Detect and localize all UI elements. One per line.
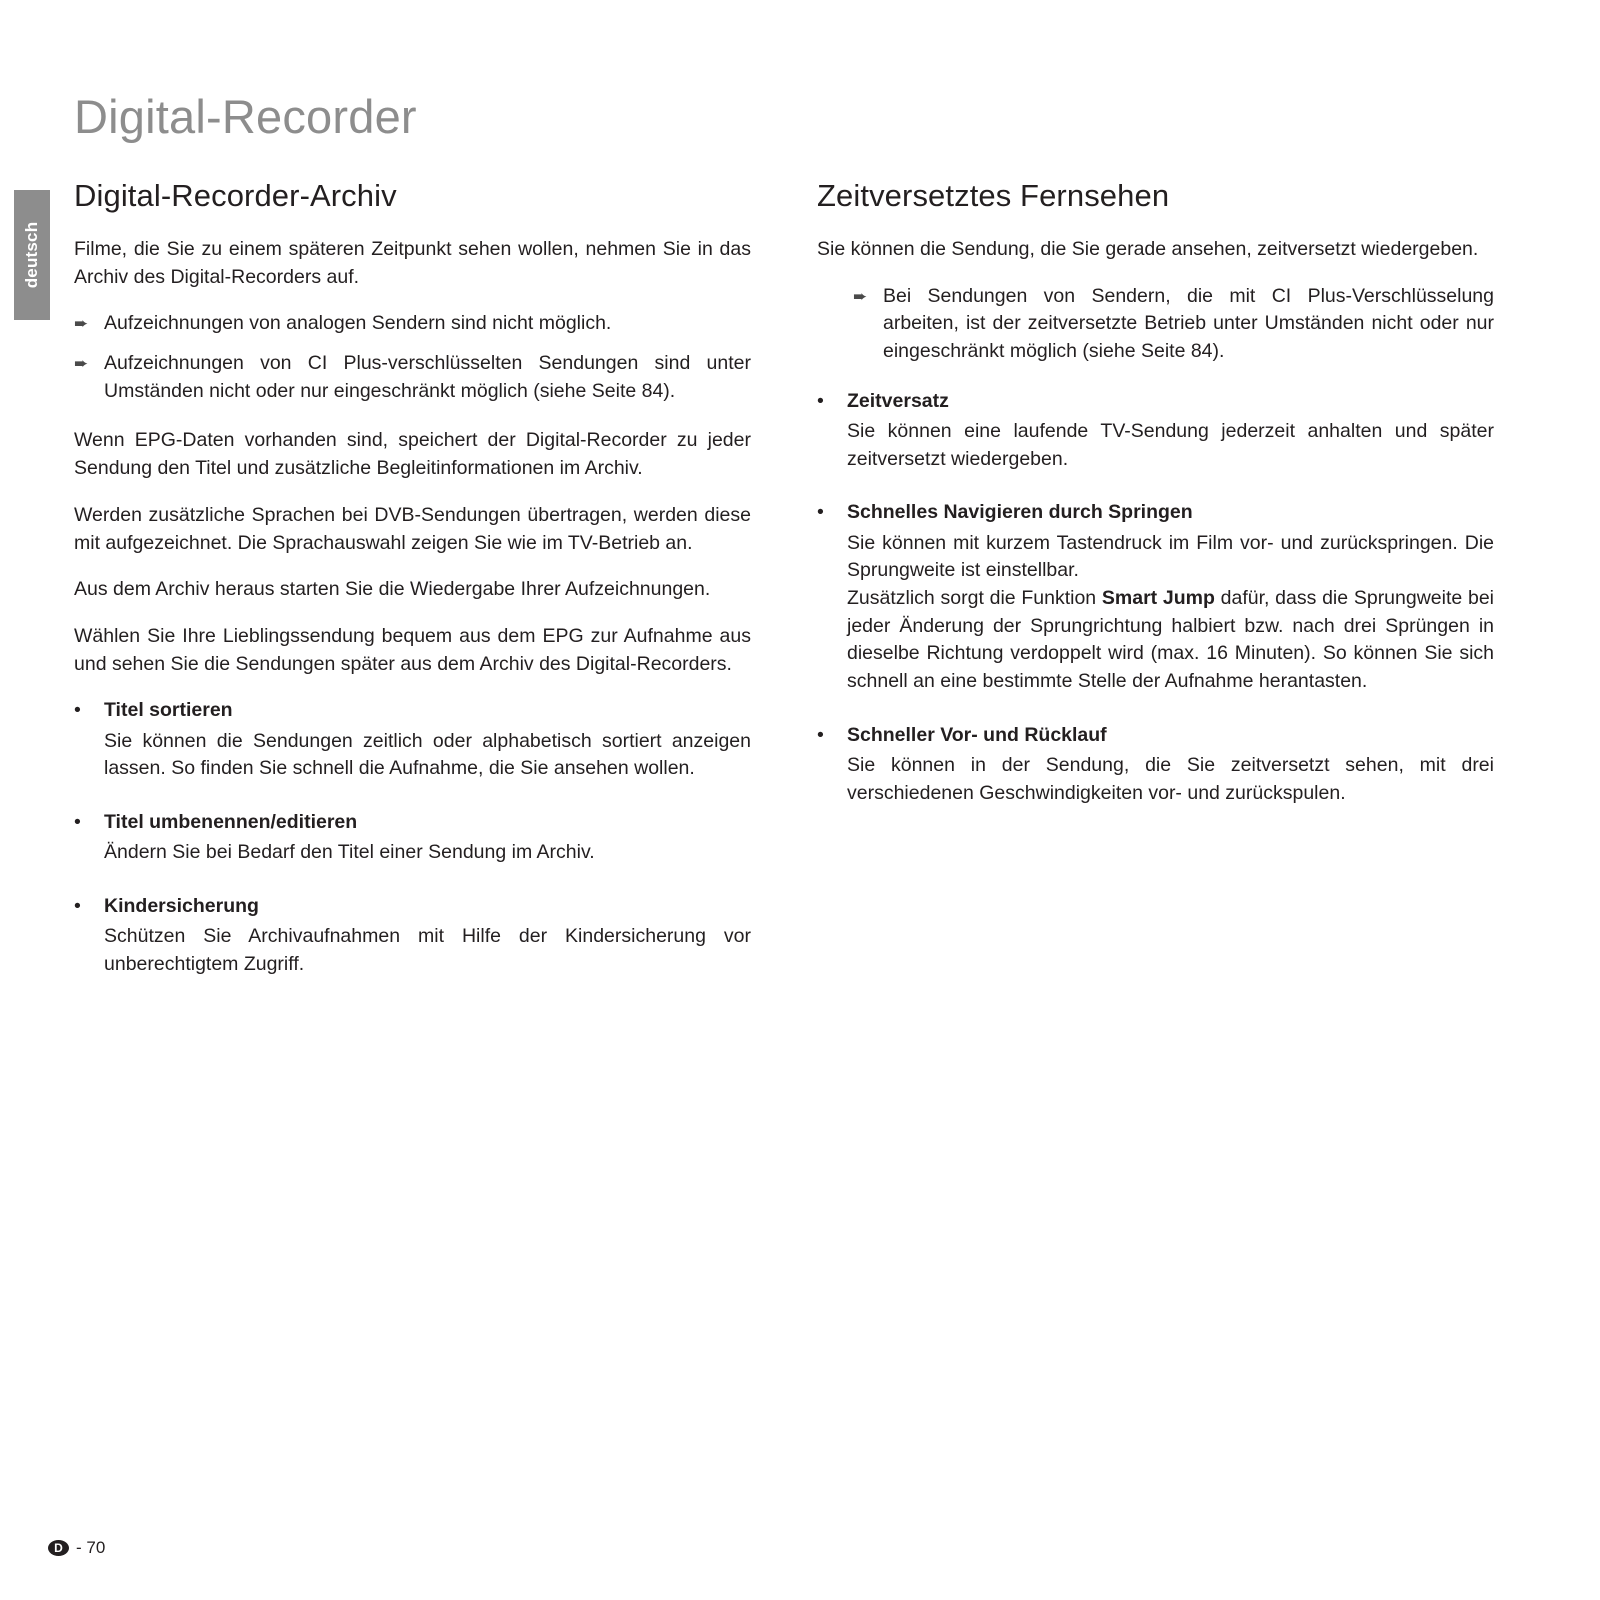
arrow-note bbox=[74, 350, 751, 405]
bullet-dot-icon: • bbox=[74, 699, 81, 722]
feature-heading-row bbox=[74, 809, 751, 836]
arrow-note bbox=[74, 310, 751, 338]
feature-heading: Titel sortieren bbox=[104, 699, 233, 722]
right-section-title: Zeitversetztes Fernsehen bbox=[817, 178, 1170, 213]
feature-item bbox=[817, 499, 1494, 695]
feature-body-line-2-pre: Zusätzlich sorgt die Funktion bbox=[847, 587, 1102, 610]
bullet-dot-icon: • bbox=[817, 723, 824, 746]
right-intro-paragraph: Sie können die Sendung, die Sie gerade ansehen, zeitversetzt wiedergeben. bbox=[817, 238, 1479, 260]
bullet-dot-icon: • bbox=[817, 389, 824, 412]
language-side-tab bbox=[14, 190, 50, 320]
feature-item bbox=[74, 893, 751, 979]
feature-body: Sie können eine laufende TV-Sendung jederzeit anhalten und später zeitversetzt wiedergeben. bbox=[847, 420, 1494, 470]
feature-heading: Kindersicherung bbox=[104, 894, 259, 917]
page-title: Digital-Recorder bbox=[74, 90, 417, 144]
feature-body-line-1: Sie können mit kurzem Tastendruck im Film vor- und zurückspringen. Die Sprungweite ist einstellbar. bbox=[847, 531, 1494, 582]
feature-item bbox=[817, 388, 1494, 474]
feature-body-line-2 bbox=[847, 587, 1494, 692]
feature-heading-row bbox=[74, 697, 751, 724]
feature-heading-row bbox=[817, 388, 1494, 415]
arrow-note bbox=[853, 283, 1494, 366]
feature-heading-row bbox=[817, 722, 1494, 749]
feature-heading: Schneller Vor- und Rücklauf bbox=[847, 723, 1107, 746]
feature-item bbox=[74, 697, 751, 783]
feature-body: Schützen Sie Archivaufnahmen mit Hilfe der Kindersicherung vor unberechtigtem Zugriff. bbox=[104, 925, 751, 975]
left-paragraph-2: Werden zusätzliche Sprachen bei DVB-Sendungen übertragen, werden diese mit aufgezeichnet. Die Sprachauswahl zeigen Sie wie im TV-Betrieb an. bbox=[74, 503, 751, 554]
feature-item bbox=[74, 809, 751, 867]
language-mark-icon: D bbox=[48, 1540, 69, 1556]
feature-body-line-2-post: dafür, dass die Sprungweite bei jeder Änderung der Sprungrichtung halbiert bzw. nach drei Sprüngen in dieselbe Richtung verdoppelt wird (max. 16 Minuten). So können Sie sich schnell an eine bestimmte Stelle der Aufnahme herantasten. bbox=[847, 587, 1494, 693]
bullet-dot-icon: • bbox=[74, 810, 81, 833]
arrow-icon: ➨ bbox=[74, 314, 89, 334]
feature-body bbox=[847, 530, 1494, 696]
left-column bbox=[74, 178, 751, 1005]
left-arrow-notes bbox=[74, 310, 751, 405]
feature-heading: Zeitversatz bbox=[847, 389, 949, 412]
arrow-icon: ➨ bbox=[853, 286, 868, 306]
smart-jump-term: Smart Jump bbox=[1101, 587, 1215, 610]
arrow-note-text: Aufzeichnungen von analogen Sendern sind nicht möglich. bbox=[104, 312, 612, 335]
feature-body: Sie können in der Sendung, die Sie zeitversetzt sehen, mit drei verschiedenen Geschwindigkeiten vor- und zurückspulen. bbox=[847, 754, 1494, 804]
arrow-note-text: Aufzeichnungen von CI Plus-verschlüsselten Sendungen sind unter Umständen nicht oder nur eingeschränkt möglich (siehe Seite 84). bbox=[104, 352, 751, 402]
arrow-note-text: Bei Sendungen von Sendern, die mit CI Plus-Verschlüsselung arbeiten, ist der zeitversetzte Betrieb unter Umständen nicht oder nur eingeschränkt möglich (siehe Seite 84). bbox=[883, 284, 1494, 363]
left-paragraph-3: Aus dem Archiv heraus starten Sie die Wiedergabe Ihrer Aufzeichnungen. bbox=[74, 578, 711, 601]
feature-heading: Titel umbenennen/editieren bbox=[104, 810, 358, 833]
right-arrow-notes bbox=[853, 283, 1494, 366]
page-number: - 70 bbox=[76, 1538, 106, 1557]
content-columns bbox=[74, 178, 1494, 1005]
left-paragraph-4: Wählen Sie Ihre Lieblingssendung bequem aus dem EPG zur Aufnahme aus und sehen Sie die Sendungen später aus dem Archiv des Digital-Recorders. bbox=[74, 624, 751, 675]
left-section-title: Digital-Recorder-Archiv bbox=[74, 178, 397, 213]
language-side-tab-label: deutsch bbox=[22, 221, 41, 289]
arrow-icon: ➨ bbox=[74, 354, 89, 374]
feature-body: Sie können die Sendungen zeitlich oder alphabetisch sortiert anzeigen lassen. So finden Sie schnell die Aufnahme, die Sie ansehen wollen. bbox=[104, 729, 751, 780]
left-paragraph-1: Wenn EPG-Daten vorhanden sind, speichert der Digital-Recorder zu jeder Sendung den Titel und zusätzliche Begleitinformationen im Archiv. bbox=[74, 429, 751, 480]
feature-heading-row bbox=[817, 499, 1494, 526]
bullet-dot-icon: • bbox=[74, 894, 81, 917]
page-footer bbox=[48, 1538, 105, 1558]
bullet-dot-icon: • bbox=[817, 501, 824, 524]
right-column bbox=[817, 178, 1494, 1005]
feature-item bbox=[817, 722, 1494, 808]
feature-heading-row bbox=[74, 893, 751, 920]
feature-body: Ändern Sie bei Bedarf den Titel einer Sendung im Archiv. bbox=[104, 841, 595, 864]
left-intro-paragraph: Filme, die Sie zu einem späteren Zeitpunkt sehen wollen, nehmen Sie in das Archiv des Digital-Recorders auf. bbox=[74, 238, 751, 288]
feature-heading: Schnelles Navigieren durch Springen bbox=[847, 501, 1193, 524]
